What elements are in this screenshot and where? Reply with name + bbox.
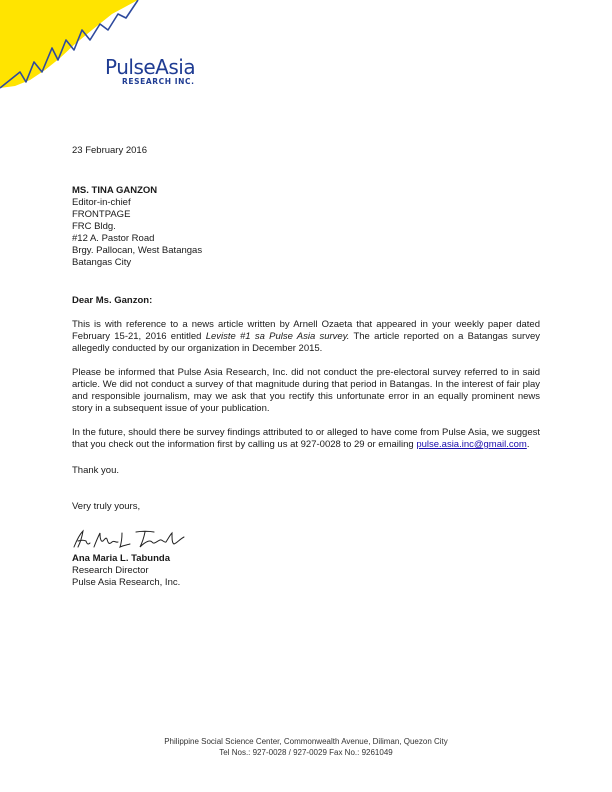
closing-line: Very truly yours, (72, 501, 141, 512)
recipient-address (72, 185, 540, 269)
thanks-line: Thank you. (72, 465, 119, 476)
recipient-line: Batangas City (72, 257, 132, 268)
signer-block (72, 553, 540, 589)
recipient-line: #12 A. Pastor Road (72, 233, 155, 244)
paragraph-request (72, 427, 540, 451)
handwritten-signature (72, 527, 192, 551)
letter-body (72, 145, 540, 589)
signer-organization: Pulse Asia Research, Inc. (72, 577, 181, 588)
paragraph-text: This is with reference to a news article written by Arnell Ozaeta that appeared in your weekly paper dated February 15-21, 2016 entitled (72, 319, 540, 342)
article-title: Leviste #1 sa Pulse Asia survey. (205, 331, 350, 342)
company-logo (105, 57, 195, 87)
signer-title: Research Director (72, 565, 149, 576)
paragraph-text: The article reported on a Batangas survey allegedly conducted by our organization in December 2015. (72, 331, 540, 354)
footer-phones: Tel Nos.: 927-0028 / 927-0029 Fax No.: 9261049 (219, 748, 393, 757)
recipient-line: FRC Bldg. (72, 221, 116, 232)
salutation: Dear Ms. Ganzon: (72, 295, 153, 306)
letter-date: 23 February 2016 (72, 145, 147, 156)
logo-brand-name: PulseAsia (105, 55, 196, 79)
recipient-name: MS. TINA GANZON (72, 185, 158, 196)
paragraph-clarification: Please be informed that Pulse Asia Research, Inc. did not conduct the pre-electoral survey referred to in said article. We did not conduct a survey of that magnitude during that period in Batangas. In the interest of fair play and responsible journalism, may we ask that you rectify this unfortunate error in an equally prominent news story in a subsequent issue of your publication. (72, 367, 540, 414)
footer-address: Philippine Social Science Center, Commonwealth Avenue, Diliman, Quezon City (164, 737, 448, 746)
paragraph-text: In the future, should there be survey findings attributed to or alleged to have come from Pulse Asia, we suggest that you check out the information first by calling us at 927-0028 to 29 or emailing (72, 427, 540, 450)
signer-name: Ana Maria L. Tabunda (72, 553, 171, 564)
letterhead-footer (0, 736, 612, 758)
letterhead-sun-graphic (0, 0, 612, 110)
email-link[interactable]: pulse.asia.inc@gmail.com (416, 439, 527, 450)
recipient-line: Brgy. Pallocan, West Batangas (72, 245, 203, 256)
paragraph-reference (72, 319, 540, 355)
paragraph-text: . (526, 439, 530, 450)
recipient-line: FRONTPAGE (72, 209, 131, 220)
logo-subtitle: RESEARCH INC. (122, 77, 195, 86)
recipient-line: Editor-in-chief (72, 197, 131, 208)
